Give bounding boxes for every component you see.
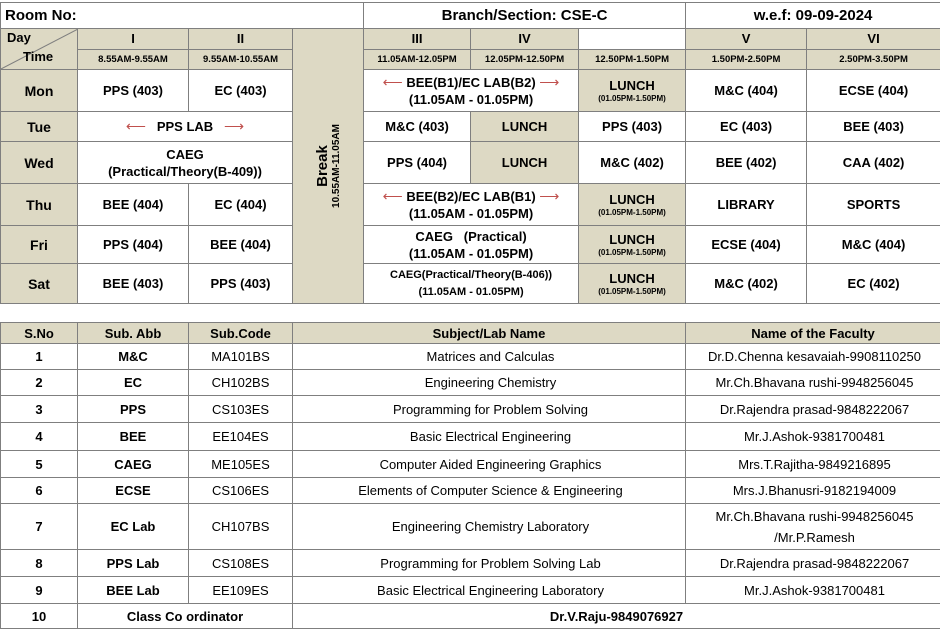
sat-lab-title: CAEG(Practical/Theory(B-406)) — [390, 268, 553, 281]
faculty: Mrs.J.Bhanusri-9182194009 — [686, 478, 940, 504]
sno: 2 — [1, 370, 78, 396]
faculty — [686, 504, 940, 550]
sub-code: EE109ES — [189, 577, 293, 604]
time-p2: 9.55AM-10.55AM — [189, 49, 293, 70]
sat-p6: EC (402) — [807, 264, 940, 304]
sub-abb: PPS Lab — [78, 550, 189, 577]
break-column — [293, 29, 364, 304]
coordinator-label: Class Co ordinator — [78, 604, 293, 629]
mon-p2: EC (403) — [189, 70, 293, 112]
sno: 9 — [1, 577, 78, 604]
tue-p4: PPS (403) — [579, 112, 686, 142]
table-row — [1, 344, 940, 370]
day-thu: Thu — [1, 184, 78, 226]
mon-lunch-time: (01.05PM-1.50PM) — [598, 94, 666, 103]
period-lunch-blank — [579, 29, 686, 50]
arrow-left-icon: ⟵ — [382, 187, 403, 204]
time-p5: 1.50PM-2.50PM — [686, 49, 807, 70]
fri-lunch-label: LUNCH — [609, 232, 655, 247]
thu-lunch-label: LUNCH — [609, 192, 655, 207]
day-fri: Fri — [1, 226, 78, 264]
break-label: Break — [314, 145, 332, 187]
arrow-left-icon: ⟵ — [125, 118, 146, 134]
row-mon — [1, 70, 940, 112]
coordinator-name: Dr.V.Raju-9849076927 — [293, 604, 940, 629]
table-row — [1, 396, 940, 423]
day-mon: Mon — [1, 70, 78, 112]
time-label: Time — [23, 49, 54, 64]
col-name: Subject/Lab Name — [293, 323, 686, 344]
col-sno: S.No — [1, 323, 78, 344]
mon-p5: M&C (404) — [686, 70, 807, 112]
table-row — [1, 504, 940, 550]
wed-lab-title: CAEG — [166, 146, 204, 162]
mon-lab-time: (11.05AM - 01.05PM) — [408, 91, 534, 107]
day-wed: Wed — [1, 142, 78, 184]
sno: 7 — [1, 504, 78, 550]
period-iii: III — [364, 29, 471, 50]
sub-name: Engineering Chemistry Laboratory — [293, 504, 686, 550]
sub-code: MA101BS — [189, 344, 293, 370]
sat-lab-time: (11.05AM - 01.05PM) — [418, 285, 524, 298]
mon-p6: ECSE (404) — [807, 70, 940, 112]
fri-lab-title: CAEG (Practical) — [415, 228, 527, 244]
wed-p3: PPS (404) — [364, 142, 471, 184]
sno: 3 — [1, 396, 78, 423]
tue-p3: M&C (403) — [364, 112, 471, 142]
mon-p1: PPS (403) — [78, 70, 189, 112]
coordinator-row — [1, 604, 940, 629]
sub-name: Basic Electrical Engineering Laboratory — [293, 577, 686, 604]
sub-name: Computer Aided Engineering Graphics — [293, 451, 686, 478]
period-i: I — [78, 29, 189, 50]
sub-name: Matrices and Calculas — [293, 344, 686, 370]
sub-code: CS108ES — [189, 550, 293, 577]
arrow-right-icon: ⟶ — [224, 118, 245, 134]
table-row — [1, 423, 940, 451]
sub-abb: PPS — [78, 396, 189, 423]
header-row — [1, 3, 940, 29]
wef-date: w.e.f: 09-09-2024 — [686, 3, 940, 29]
sub-code: CS106ES — [189, 478, 293, 504]
col-abb: Sub. Abb — [78, 323, 189, 344]
faculty: Dr.Rajendra prasad-9848222067 — [686, 550, 940, 577]
thu-p2: EC (404) — [189, 184, 293, 226]
sub-name: Basic Electrical Engineering — [293, 423, 686, 451]
room-label: Room No: — [1, 3, 293, 29]
period-v: V — [686, 29, 807, 50]
sat-lunch-label: LUNCH — [609, 271, 655, 286]
faculty: Dr.D.Chenna kesavaiah-9908110250 — [686, 344, 940, 370]
arrow-left-icon: ⟵ — [382, 73, 403, 90]
fri-lab-time: (11.05AM - 01.05PM) — [408, 245, 534, 261]
row-tue — [1, 112, 940, 142]
col-faculty: Name of the Faculty — [686, 323, 940, 344]
period-ii: II — [189, 29, 293, 50]
col-code: Sub.Code — [189, 323, 293, 344]
sno: 8 — [1, 550, 78, 577]
period-time-row — [1, 49, 940, 70]
fri-lunch-time: (01.05PM-1.50PM) — [598, 248, 666, 257]
sub-abb: BEE — [78, 423, 189, 451]
subjects-header-row — [1, 323, 940, 344]
sub-code: ME105ES — [189, 451, 293, 478]
fri-p5: ECSE (404) — [686, 226, 807, 264]
faculty: Mrs.T.Rajitha-9849216895 — [686, 451, 940, 478]
fri-p1: PPS (404) — [78, 226, 189, 264]
row-fri — [1, 226, 940, 264]
sub-abb: BEE Lab — [78, 577, 189, 604]
time-p3: 11.05AM-12.05PM — [364, 49, 471, 70]
sub-name: Programming for Problem Solving Lab — [293, 550, 686, 577]
sub-abb: EC Lab — [78, 504, 189, 550]
sub-code: EE104ES — [189, 423, 293, 451]
thu-p6: SPORTS — [807, 184, 940, 226]
sat-lunch-time: (01.05PM-1.50PM) — [598, 287, 666, 296]
time-p6: 2.50PM-3.50PM — [807, 49, 940, 70]
sub-name: Programming for Problem Solving — [293, 396, 686, 423]
wed-lunch: LUNCH — [471, 142, 579, 184]
table-row — [1, 577, 940, 604]
fri-p2: BEE (404) — [189, 226, 293, 264]
break-time: 10.55AM-11.05AM — [331, 124, 343, 208]
sat-p5: M&C (402) — [686, 264, 807, 304]
mon-lunch — [579, 70, 686, 112]
fri-lab — [364, 226, 579, 264]
table-row — [1, 550, 940, 577]
day-time-corner — [1, 29, 78, 70]
sub-abb: EC — [78, 370, 189, 396]
arrow-right-icon: ⟶ — [539, 187, 560, 204]
tue-lab — [78, 112, 293, 142]
time-p4: 12.05PM-12.50PM — [471, 49, 579, 70]
sub-code: CH102BS — [189, 370, 293, 396]
sno: 6 — [1, 478, 78, 504]
row-wed — [1, 142, 940, 184]
sno: 5 — [1, 451, 78, 478]
sat-p2: PPS (403) — [189, 264, 293, 304]
sub-code: CH107BS — [189, 504, 293, 550]
day-tue: Tue — [1, 112, 78, 142]
day-sat: Sat — [1, 264, 78, 304]
row-thu — [1, 184, 940, 226]
thu-lunch-time: (01.05PM-1.50PM) — [598, 208, 666, 217]
faculty: Mr.J.Ashok-9381700481 — [686, 577, 940, 604]
tue-p6: BEE (403) — [807, 112, 940, 142]
sno: 1 — [1, 344, 78, 370]
sno: 10 — [1, 604, 78, 629]
wed-lab — [78, 142, 293, 184]
faculty-primary: Mr.Ch.Bhavana rushi-9948256045 — [715, 508, 914, 524]
timetable-grid — [0, 2, 940, 304]
table-row — [1, 478, 940, 504]
period-iv: IV — [471, 29, 579, 50]
sat-p1: BEE (403) — [78, 264, 189, 304]
sub-abb: ECSE — [78, 478, 189, 504]
row-sat — [1, 264, 940, 304]
thu-lab-time: (11.05AM - 01.05PM) — [408, 205, 534, 221]
fri-p6: M&C (404) — [807, 226, 940, 264]
faculty-secondary: /Mr.P.Ramesh — [774, 529, 855, 545]
day-label: Day — [7, 30, 31, 45]
wed-p4: M&C (402) — [579, 142, 686, 184]
wed-p6: CAA (402) — [807, 142, 940, 184]
sno: 4 — [1, 423, 78, 451]
table-row — [1, 451, 940, 478]
fri-lunch — [579, 226, 686, 264]
mon-lunch-label: LUNCH — [609, 78, 655, 93]
sub-abb: M&C — [78, 344, 189, 370]
wed-p5: BEE (402) — [686, 142, 807, 184]
branch-section: Branch/Section: CSE-C — [364, 3, 686, 29]
thu-lab-title: BEE(B2)/EC LAB(B1) — [406, 188, 536, 204]
subjects-table — [0, 322, 940, 629]
wed-lab-detail: (Practical/Theory(B-409)) — [108, 163, 262, 179]
sub-name: Engineering Chemistry — [293, 370, 686, 396]
thu-p5: LIBRARY — [686, 184, 807, 226]
sat-lunch — [579, 264, 686, 304]
thu-lunch — [579, 184, 686, 226]
period-vi: VI — [807, 29, 940, 50]
table-row — [1, 370, 940, 396]
tue-lunch: LUNCH — [471, 112, 579, 142]
tue-p5: EC (403) — [686, 112, 807, 142]
sub-name: Elements of Computer Science & Engineering — [293, 478, 686, 504]
sub-abb: CAEG — [78, 451, 189, 478]
sub-code: CS103ES — [189, 396, 293, 423]
time-lunch: 12.50PM-1.50PM — [579, 49, 686, 70]
arrow-right-icon: ⟶ — [539, 73, 560, 90]
mon-lab-title: BEE(B1)/EC LAB(B2) — [406, 74, 536, 90]
mon-lab — [364, 70, 579, 112]
faculty: Mr.J.Ashok-9381700481 — [686, 423, 940, 451]
thu-lab — [364, 184, 579, 226]
period-number-row — [1, 29, 940, 50]
faculty: Mr.Ch.Bhavana rushi-9948256045 — [686, 370, 940, 396]
faculty: Dr.Rajendra prasad-9848222067 — [686, 396, 940, 423]
thu-p1: BEE (404) — [78, 184, 189, 226]
time-p1: 8.55AM-9.55AM — [78, 49, 189, 70]
tue-lab-title: PPS LAB — [156, 119, 214, 134]
sat-lab — [364, 264, 579, 304]
